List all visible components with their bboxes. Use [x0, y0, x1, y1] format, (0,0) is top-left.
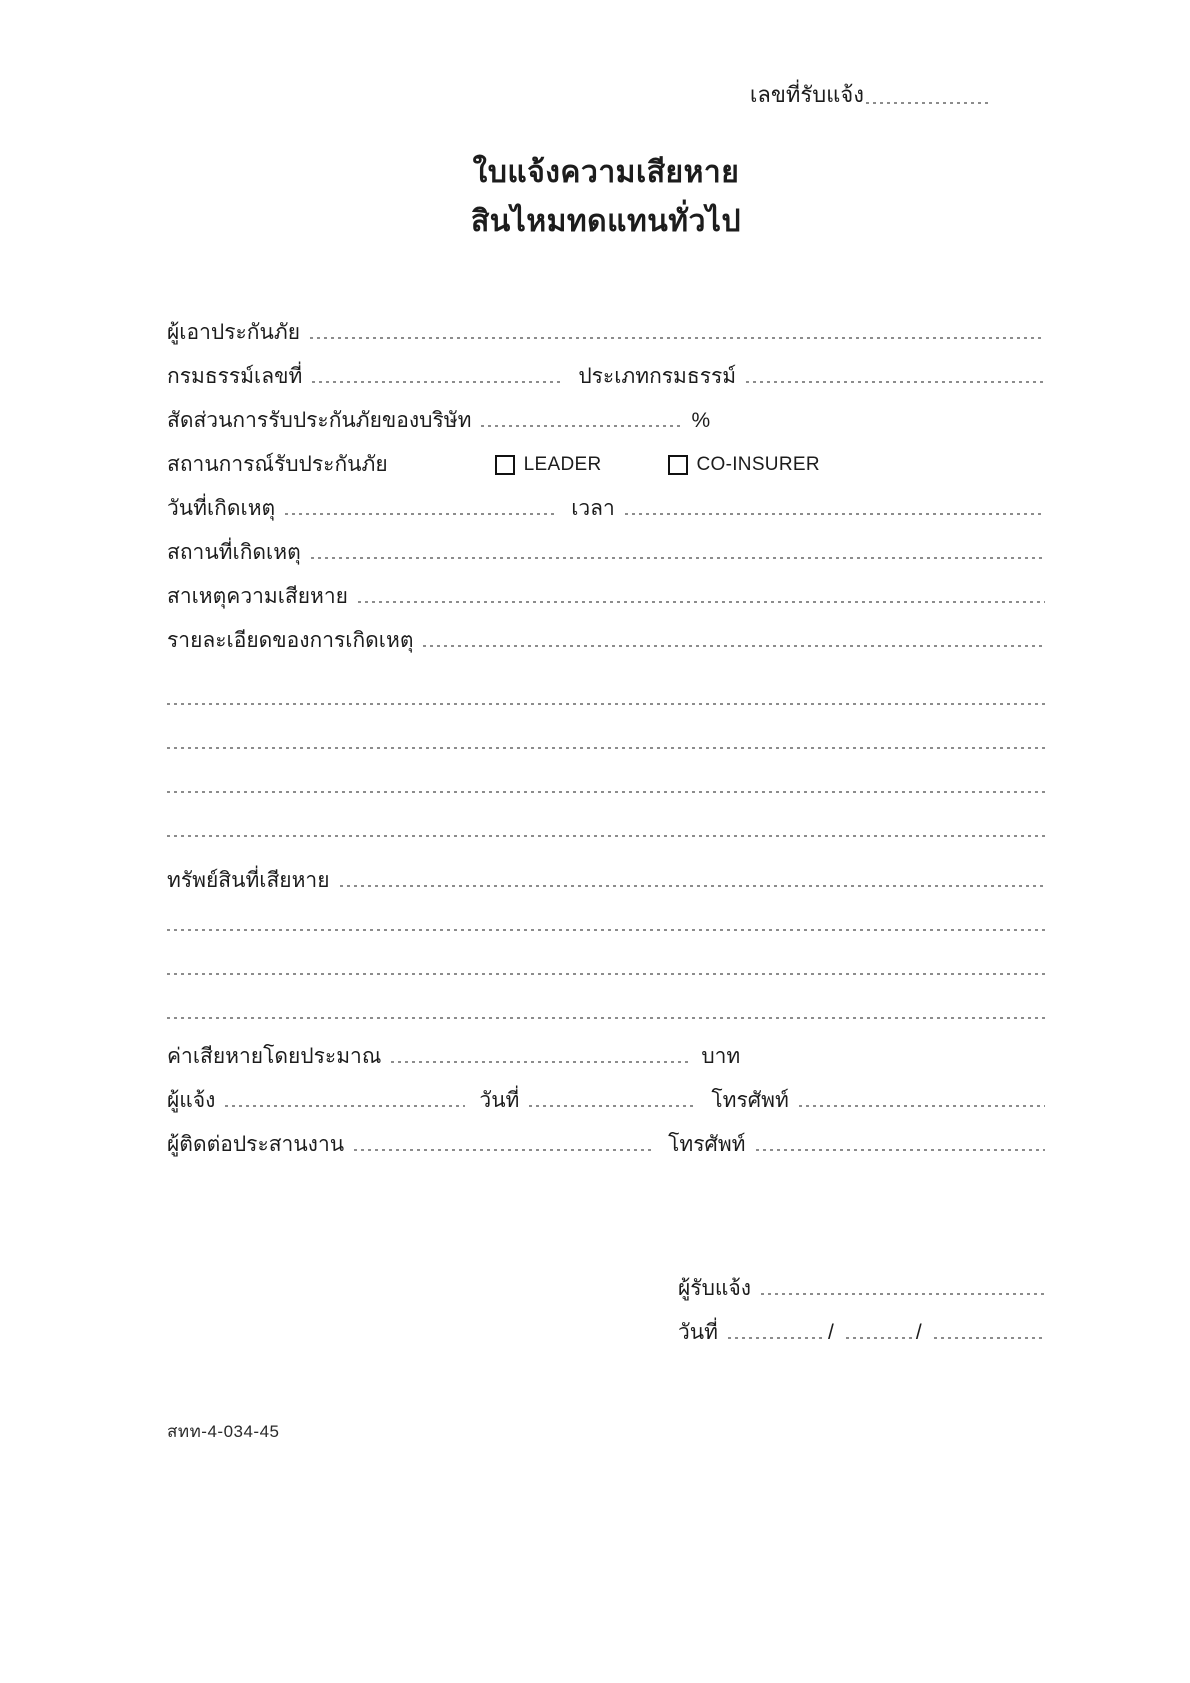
details-row [167, 610, 1045, 654]
share-label: สัดส่วนการรับประกันภัยของบริษัท [167, 408, 472, 432]
time-label: เวลา [571, 496, 615, 520]
received-date-year-input[interactable] [934, 1337, 1045, 1339]
share-row [167, 390, 1045, 434]
details-extra-line [167, 756, 1045, 800]
share-input[interactable] [481, 425, 681, 427]
receipt-no-row [167, 0, 1045, 108]
phone-input[interactable] [799, 1105, 1045, 1107]
co-insurer-option[interactable] [668, 454, 820, 476]
estimate-input[interactable] [391, 1061, 691, 1063]
place-input[interactable] [311, 557, 1045, 559]
receiver-input[interactable] [761, 1293, 1045, 1295]
report-date-label: วันที่ [479, 1088, 520, 1112]
details-extra-input-1[interactable] [167, 703, 1045, 705]
estimate-label: ค่าเสียหายโดยประมาณ [167, 1044, 382, 1068]
received-date-day-input[interactable] [728, 1337, 826, 1339]
policy-no-label: กรมธรรม์เลขที่ [167, 364, 303, 388]
place-label: สถานที่เกิดเหตุ [167, 540, 301, 564]
receiver-label: ผู้รับแจ้ง [678, 1276, 752, 1300]
place-row [167, 522, 1045, 566]
receipt-no-label: เลขที่รับแจ้ง [749, 81, 864, 107]
receipt-no-input[interactable] [866, 102, 988, 104]
coordinator-row [167, 1114, 1045, 1158]
page-title [167, 148, 1045, 246]
reporter-row [167, 1070, 1045, 1114]
received-date-month-input[interactable] [846, 1337, 914, 1339]
property-extra-line [167, 894, 1045, 938]
status-label: สถานการณ์รับประกันภัย [167, 452, 388, 476]
coordinator-phone-input[interactable] [756, 1149, 1045, 1151]
estimate-row [167, 1026, 1045, 1070]
co-insurer-label: CO-INSURER [696, 454, 820, 475]
report-date-input[interactable] [529, 1105, 697, 1107]
received-date-row [678, 1302, 1045, 1346]
property-extra-input-2[interactable] [167, 973, 1045, 975]
insured-label: ผู้เอาประกันภัย [167, 320, 300, 344]
receiver-row [678, 1258, 1045, 1302]
phone-label: โทรศัพท์ [711, 1088, 789, 1112]
property-extra-input-1[interactable] [167, 929, 1045, 931]
coordinator-input[interactable] [354, 1149, 654, 1151]
property-extra-line [167, 982, 1045, 1026]
property-input[interactable] [340, 885, 1045, 887]
details-extra-input-2[interactable] [167, 747, 1045, 749]
incident-date-row [167, 478, 1045, 522]
title-line-2: สินไหมทดแทนทั่วไป [470, 205, 742, 238]
reporter-input[interactable] [225, 1105, 465, 1107]
coordinator-phone-label: โทรศัพท์ [668, 1132, 746, 1156]
policy-type-input[interactable] [746, 381, 1045, 383]
cause-label: สาเหตุความเสียหาย [167, 584, 348, 608]
reporter-label: ผู้แจ้ง [167, 1088, 216, 1112]
leader-option[interactable] [495, 454, 602, 476]
baht-label: บาท [701, 1044, 741, 1068]
leader-checkbox[interactable] [495, 455, 515, 475]
insured-input[interactable] [310, 337, 1045, 339]
policy-row [167, 346, 1045, 390]
date-separator: / [828, 1320, 834, 1344]
incident-date-label: วันที่เกิดเหตุ [167, 496, 276, 520]
form-body [167, 302, 1045, 1346]
received-date-label: วันที่ [678, 1320, 718, 1344]
coordinator-label: ผู้ติดต่อประสานงาน [167, 1132, 345, 1156]
details-input[interactable] [423, 645, 1045, 647]
details-extra-line [167, 668, 1045, 712]
cause-input[interactable] [358, 601, 1045, 603]
property-row [167, 850, 1045, 894]
details-extra-line [167, 800, 1045, 844]
title-line-1: ใบแจ้งความเสียหาย [472, 156, 740, 189]
property-extra-line [167, 938, 1045, 982]
status-row [167, 434, 1045, 478]
details-extra-line [167, 712, 1045, 756]
insured-row [167, 302, 1045, 346]
incident-date-input[interactable] [285, 513, 557, 515]
details-extra-input-4[interactable] [167, 835, 1045, 837]
time-input[interactable] [625, 513, 1045, 515]
details-label: รายละเอียดของการเกิดเหตุ [167, 628, 414, 652]
property-label: ทรัพย์สินที่เสียหาย [167, 868, 330, 892]
leader-label: LEADER [523, 454, 602, 475]
details-extra-input-3[interactable] [167, 791, 1045, 793]
policy-type-label: ประเภทกรมธรรม์ [578, 364, 737, 388]
date-separator: / [915, 1320, 922, 1344]
property-extra-input-3[interactable] [167, 1017, 1045, 1019]
co-insurer-checkbox[interactable] [668, 455, 688, 475]
form-code: สทท-4-034-45 [167, 1422, 280, 1441]
receiver-block [678, 1258, 1045, 1346]
cause-row [167, 566, 1045, 610]
percent-label: % [691, 408, 711, 432]
policy-no-input[interactable] [312, 381, 564, 383]
